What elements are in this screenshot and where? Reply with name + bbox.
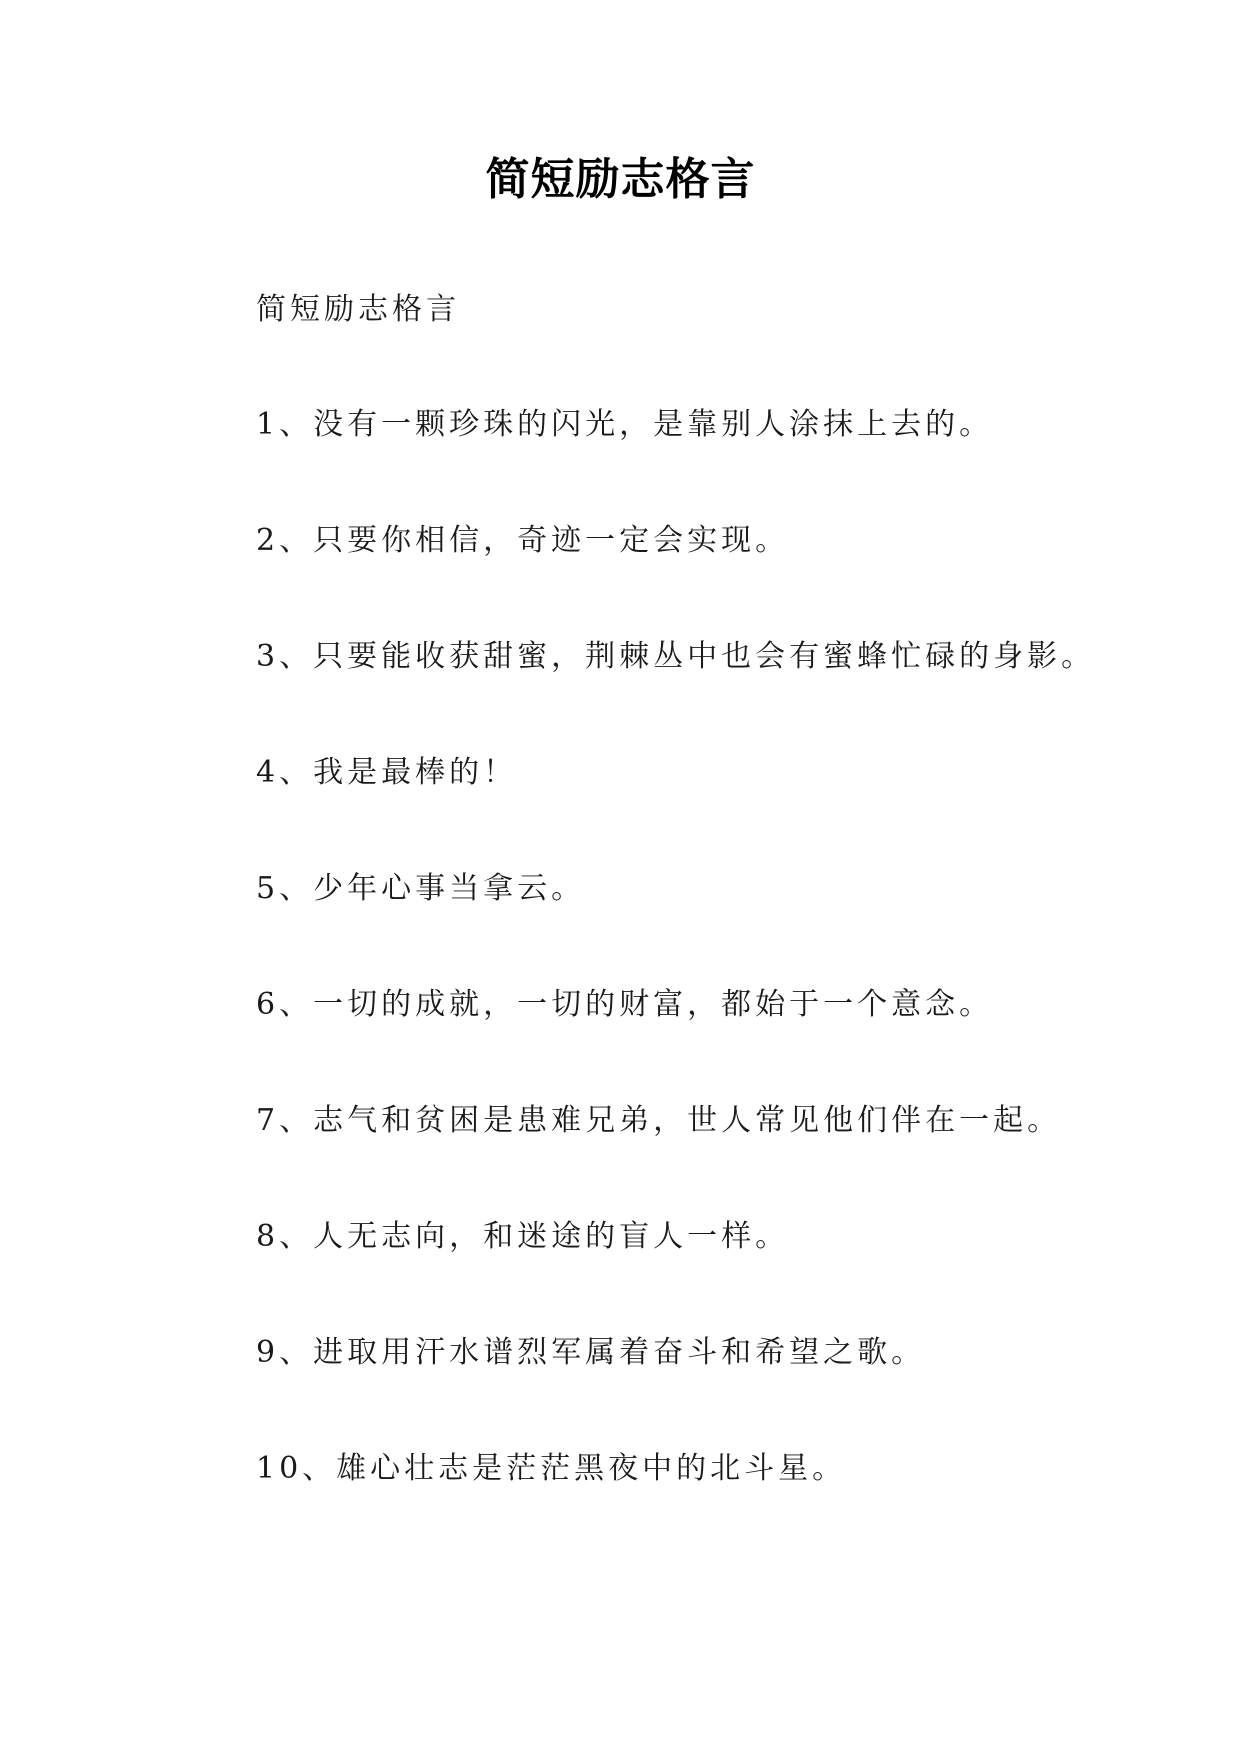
quote-list [256,405,1095,1565]
quote-item: 7、志气和贫困是患难兄弟，世人常见他们伴在一起。 [256,1103,1062,1138]
page-title: 简短励志格言 [485,154,756,205]
quote-item: 10、雄心壮志是茫茫黑夜中的北斗星。 [256,1451,847,1486]
quote-item: 3、只要能收获甜蜜，荆棘丛中也会有蜜蜂忙碌的身影。 [256,639,1096,674]
quote-item: 5、少年心事当拿云。 [256,871,586,906]
quote-item: 1、没有一颗珍珠的闪光，是靠别人涂抹上去的。 [256,407,994,442]
quote-item: 8、人无志向，和迷途的盲人一样。 [256,1219,790,1254]
quote-item: 4、我是最棒的！ [256,755,518,790]
quote-item: 2、只要你相信，奇迹一定会实现。 [256,523,790,558]
document-subtitle: 简短励志格言 [256,292,460,327]
quote-item: 6、一切的成就，一切的财富，都始于一个意念。 [256,987,994,1022]
quote-item: 9、进取用汗水谱烈军属着奋斗和希望之歌。 [256,1335,926,1370]
